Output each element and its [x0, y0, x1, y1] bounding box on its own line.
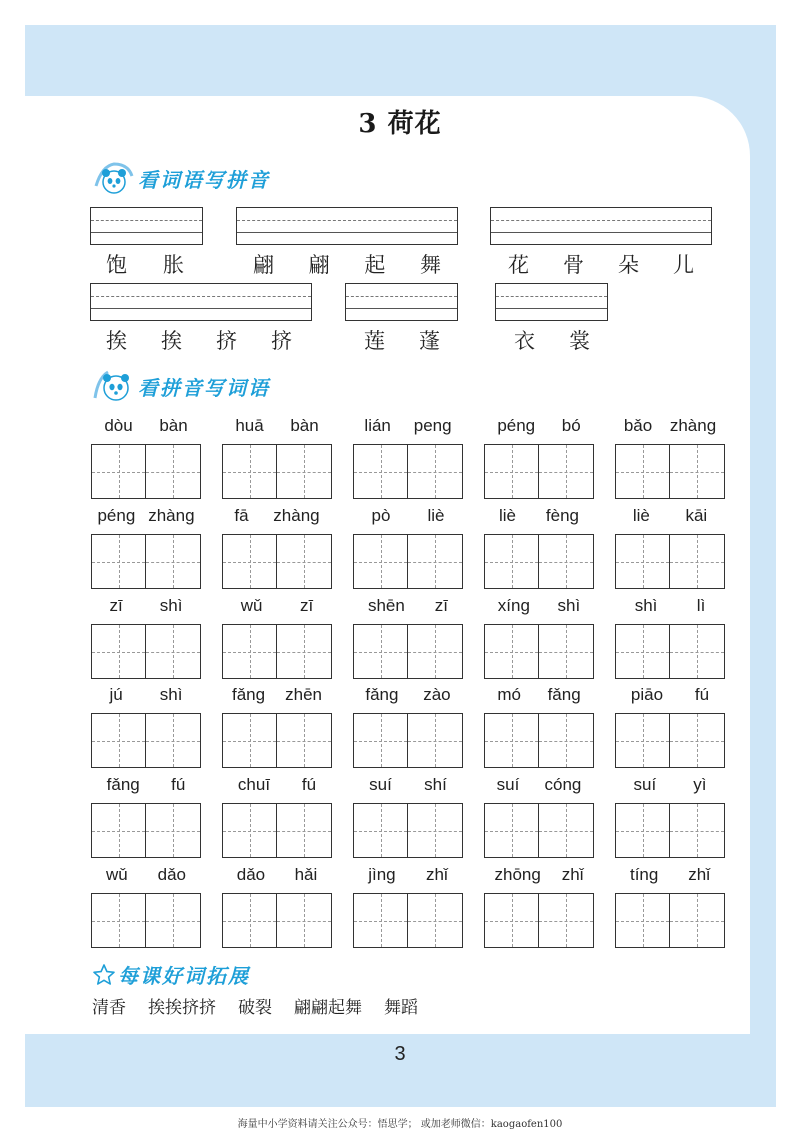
- pinyin-row: [615, 414, 725, 438]
- tianzige-box[interactable]: [408, 534, 463, 589]
- tianzige-box[interactable]: [91, 803, 146, 858]
- pinyin-item: [222, 863, 332, 948]
- lesson-title: 3 荷花: [358, 109, 442, 139]
- pinyin-item: [484, 594, 594, 679]
- pinyin-item: [353, 504, 463, 589]
- extension-word: 挨挨挤挤: [148, 998, 216, 1018]
- pinyin-syllable: dǎo: [157, 865, 187, 884]
- pinyin-syllable: fèng: [545, 506, 580, 525]
- word-character: 挤: [216, 329, 237, 353]
- tianzige-box[interactable]: [277, 444, 332, 499]
- tianzige-box[interactable]: [146, 444, 201, 499]
- pinyin-syllable: bó: [561, 416, 581, 435]
- tianzige-box[interactable]: [539, 624, 594, 679]
- pinyin-writing-box[interactable]: [236, 207, 458, 245]
- pinyin-syllable: zhàng: [273, 506, 320, 525]
- character-boxes: [484, 893, 594, 948]
- pinyin-item: [91, 504, 201, 589]
- tianzige-box[interactable]: [222, 534, 277, 589]
- word-character: 饱: [106, 253, 127, 277]
- pinyin-item: [353, 863, 463, 948]
- pinyin-syllable: fǎng: [106, 775, 140, 794]
- pinyin-syllable: zhōng: [494, 865, 541, 884]
- pinyin-item: [91, 594, 201, 679]
- tianzige-box[interactable]: [615, 803, 670, 858]
- character-boxes: [91, 713, 201, 768]
- tianzige-box[interactable]: [222, 893, 277, 948]
- pinyin-row: [91, 414, 201, 438]
- pinyin-syllable: huā: [235, 416, 264, 435]
- pinyin-syllable: cóng: [544, 775, 582, 794]
- character-boxes: [615, 893, 725, 948]
- extension-word: 破裂: [238, 998, 272, 1018]
- character-boxes: [91, 893, 201, 948]
- pinyin-row: [353, 773, 463, 797]
- pinyin-item: [222, 773, 332, 858]
- tianzige-box[interactable]: [484, 893, 539, 948]
- section-title: 看词语写拼音: [138, 167, 270, 192]
- pinyin-syllable: tíng: [629, 865, 659, 884]
- character-boxes: [222, 713, 332, 768]
- tianzige-box[interactable]: [539, 713, 594, 768]
- character-boxes: [353, 444, 463, 499]
- character-boxes: [484, 534, 594, 589]
- pinyin-row: [222, 683, 332, 707]
- pinyin-item: [353, 773, 463, 858]
- tianzige-box[interactable]: [615, 893, 670, 948]
- tianzige-box[interactable]: [91, 713, 146, 768]
- pinyin-row: [91, 594, 201, 618]
- pinyin-item: [91, 773, 201, 858]
- pinyin-syllable: fú: [171, 775, 186, 794]
- pinyin-syllable: dǎo: [236, 865, 266, 884]
- page-number: 3: [394, 1043, 406, 1065]
- tianzige-box[interactable]: [277, 893, 332, 948]
- pinyin-syllable: shì: [159, 685, 183, 704]
- character-boxes: [353, 803, 463, 858]
- pinyin-syllable: fǎng: [547, 685, 581, 704]
- tianzige-box[interactable]: [353, 803, 408, 858]
- pinyin-item: [615, 863, 725, 948]
- tianzige-box[interactable]: [353, 624, 408, 679]
- pinyin-syllable: bǎo: [623, 416, 653, 435]
- pinyin-row: [222, 773, 332, 797]
- character-boxes: [615, 444, 725, 499]
- pinyin-item: [484, 773, 594, 858]
- pinyin-row: [484, 504, 594, 528]
- pinyin-item: [615, 683, 725, 768]
- character-boxes: [222, 444, 332, 499]
- pinyin-row: [353, 594, 463, 618]
- tianzige-box[interactable]: [353, 444, 408, 499]
- pinyin-syllable: bàn: [159, 416, 188, 435]
- tianzige-box[interactable]: [615, 624, 670, 679]
- pinyin-syllable: yì: [693, 775, 707, 794]
- pinyin-row: [222, 504, 332, 528]
- character-boxes: [353, 624, 463, 679]
- pinyin-syllable: péng: [97, 506, 136, 525]
- pinyin-writing-box[interactable]: [90, 283, 312, 321]
- tianzige-box[interactable]: [670, 803, 725, 858]
- word-character: 朵: [618, 253, 639, 277]
- pinyin-writing-box[interactable]: [90, 207, 203, 245]
- word-prompt: [514, 325, 590, 355]
- tianzige-box[interactable]: [91, 534, 146, 589]
- star-icon: [92, 963, 116, 987]
- character-boxes: [91, 624, 201, 679]
- pinyin-syllable: suí: [369, 775, 392, 794]
- tianzige-box[interactable]: [146, 624, 201, 679]
- character-boxes: [615, 713, 725, 768]
- tianzige-box[interactable]: [484, 713, 539, 768]
- pinyin-syllable: lián: [364, 416, 391, 435]
- pinyin-syllable: suí: [496, 775, 520, 794]
- tianzige-box[interactable]: [146, 893, 201, 948]
- pinyin-syllable: shì: [159, 596, 183, 615]
- word-character: 骨: [563, 253, 584, 277]
- pinyin-item: [222, 594, 332, 679]
- tianzige-box[interactable]: [277, 803, 332, 858]
- word-character: 舞: [419, 253, 441, 277]
- tianzige-box[interactable]: [670, 534, 725, 589]
- pinyin-syllable: piāo: [630, 685, 664, 704]
- word-character: 裳: [569, 329, 590, 353]
- panda-icon: [92, 368, 134, 404]
- pinyin-syllable: zhǐ: [688, 865, 711, 884]
- pinyin-row: [91, 683, 201, 707]
- tianzige-box[interactable]: [484, 624, 539, 679]
- pinyin-syllable: suí: [633, 775, 657, 794]
- character-boxes: [615, 803, 725, 858]
- word-prompt: [106, 249, 184, 279]
- character-boxes: [222, 534, 332, 589]
- tianzige-box[interactable]: [408, 444, 463, 499]
- pinyin-row: [91, 863, 201, 887]
- tianzige-box[interactable]: [615, 713, 670, 768]
- panda-icon: [92, 160, 134, 196]
- footer-note: 海量中小学资料请关注公众号：悟思学； 或加老师微信：kaogaofen100: [237, 1119, 563, 1130]
- pinyin-row: [484, 414, 594, 438]
- word-character: 挤: [271, 329, 292, 353]
- word-character: 挨: [106, 329, 127, 353]
- character-boxes: [353, 713, 463, 768]
- word-extension-list: [92, 993, 418, 1018]
- extension-word: 舞蹈: [384, 998, 418, 1018]
- pinyin-item: [222, 504, 332, 589]
- tianzige-box[interactable]: [484, 534, 539, 589]
- character-boxes: [484, 624, 594, 679]
- pinyin-syllable: chuī: [237, 775, 271, 794]
- section-title: 看拼音写词语: [138, 375, 270, 400]
- word-character: 花: [508, 253, 529, 277]
- pinyin-item: [484, 504, 594, 589]
- tianzige-box[interactable]: [222, 444, 277, 499]
- tianzige-box[interactable]: [615, 444, 670, 499]
- character-boxes: [222, 624, 332, 679]
- tianzige-box[interactable]: [146, 713, 201, 768]
- pinyin-syllable: shēn: [367, 596, 405, 615]
- pinyin-syllable: pò: [371, 506, 391, 525]
- pinyin-row: [353, 414, 463, 438]
- tianzige-box[interactable]: [615, 534, 670, 589]
- character-boxes: [91, 803, 201, 858]
- pinyin-item: [91, 414, 201, 499]
- pinyin-row: [353, 683, 463, 707]
- pinyin-syllable: jìng: [368, 865, 396, 884]
- tianzige-box[interactable]: [277, 713, 332, 768]
- pinyin-row: [222, 414, 332, 438]
- pinyin-row: [91, 504, 201, 528]
- tianzige-box[interactable]: [539, 893, 594, 948]
- pinyin-item: [353, 683, 463, 768]
- tianzige-box[interactable]: [277, 624, 332, 679]
- pinyin-row: [484, 683, 594, 707]
- word-prompt: [364, 325, 440, 355]
- word-character: 挨: [161, 329, 182, 353]
- pinyin-syllable: wǔ: [240, 596, 263, 615]
- character-boxes: [222, 803, 332, 858]
- word-character: 莲: [364, 329, 385, 353]
- tianzige-box[interactable]: [670, 444, 725, 499]
- pinyin-item: [615, 414, 725, 499]
- pinyin-syllable: zhēn: [285, 685, 322, 704]
- pinyin-row: [484, 594, 594, 618]
- pinyin-syllable: dòu: [104, 416, 133, 435]
- tianzige-box[interactable]: [408, 803, 463, 858]
- pinyin-syllable: bàn: [290, 416, 319, 435]
- pinyin-syllable: mó: [497, 685, 521, 704]
- pinyin-syllable: zhàng: [669, 416, 717, 435]
- pinyin-row: [615, 683, 725, 707]
- tianzige-box[interactable]: [539, 803, 594, 858]
- pinyin-item: [484, 863, 594, 948]
- character-boxes: [353, 893, 463, 948]
- tianzige-box[interactable]: [222, 803, 277, 858]
- word-character: 胀: [163, 253, 184, 277]
- pinyin-syllable: fú: [694, 685, 710, 704]
- character-boxes: [615, 534, 725, 589]
- tianzige-box[interactable]: [408, 624, 463, 679]
- pinyin-writing-box[interactable]: [345, 283, 458, 321]
- pinyin-syllable: shí: [424, 775, 447, 794]
- tianzige-box[interactable]: [146, 803, 201, 858]
- extension-word: 翩翩起舞: [294, 998, 362, 1018]
- word-character: 儿: [673, 253, 694, 277]
- pinyin-item: [222, 414, 332, 499]
- section-header-word-extension: [92, 960, 250, 989]
- word-character: 翩: [253, 253, 274, 277]
- pinyin-syllable: wǔ: [105, 865, 128, 884]
- pinyin-row: [222, 863, 332, 887]
- pinyin-syllable: zhǐ: [561, 865, 584, 884]
- pinyin-item: [353, 414, 463, 499]
- pinyin-syllable: kāi: [685, 506, 708, 525]
- tianzige-box[interactable]: [484, 444, 539, 499]
- character-boxes: [222, 893, 332, 948]
- pinyin-syllable: liè: [427, 506, 445, 525]
- section-header-write-pinyin: [92, 160, 270, 196]
- tianzige-box[interactable]: [146, 534, 201, 589]
- pinyin-item: [484, 683, 594, 768]
- tianzige-box[interactable]: [408, 893, 463, 948]
- character-boxes: [484, 803, 594, 858]
- pinyin-writing-box[interactable]: [495, 283, 608, 321]
- tianzige-box[interactable]: [91, 893, 146, 948]
- word-character: 起: [364, 253, 386, 277]
- tianzige-box[interactable]: [408, 713, 463, 768]
- tianzige-box[interactable]: [670, 713, 725, 768]
- tianzige-box[interactable]: [670, 893, 725, 948]
- pinyin-item: [91, 683, 201, 768]
- pinyin-item: [484, 414, 594, 499]
- tianzige-box[interactable]: [353, 713, 408, 768]
- pinyin-syllable: fú: [301, 775, 317, 794]
- pinyin-syllable: hǎi: [294, 865, 318, 884]
- pinyin-syllable: shì: [634, 596, 658, 615]
- tianzige-box[interactable]: [277, 534, 332, 589]
- pinyin-row: [484, 773, 594, 797]
- character-boxes: [91, 444, 201, 499]
- tianzige-box[interactable]: [91, 624, 146, 679]
- pinyin-row: [353, 504, 463, 528]
- pinyin-syllable: zhǐ: [426, 865, 448, 884]
- pinyin-row: [615, 863, 725, 887]
- word-character: 衣: [514, 329, 535, 353]
- character-boxes: [353, 534, 463, 589]
- pinyin-syllable: zī: [434, 596, 449, 615]
- character-boxes: [615, 624, 725, 679]
- pinyin-syllable: zhàng: [148, 506, 195, 525]
- word-character: 翩: [308, 253, 330, 277]
- pinyin-syllable: fǎng: [232, 685, 266, 704]
- pinyin-syllable: peng: [413, 416, 452, 435]
- pinyin-syllable: fǎng: [365, 685, 399, 704]
- pinyin-item: [615, 773, 725, 858]
- pinyin-row: [484, 863, 594, 887]
- word-prompt: [253, 249, 441, 279]
- character-boxes: [91, 534, 201, 589]
- tianzige-box[interactable]: [484, 803, 539, 858]
- pinyin-syllable: zī: [109, 596, 123, 615]
- word-character: 蓬: [419, 329, 440, 353]
- pinyin-item: [615, 504, 725, 589]
- pinyin-syllable: fā: [234, 506, 249, 525]
- tianzige-box[interactable]: [539, 444, 594, 499]
- pinyin-writing-box[interactable]: [490, 207, 712, 245]
- pinyin-row: [615, 594, 725, 618]
- extension-word: 清香: [92, 998, 126, 1018]
- tianzige-box[interactable]: [353, 893, 408, 948]
- pinyin-item: [222, 683, 332, 768]
- pinyin-row: [91, 773, 201, 797]
- pinyin-syllable: zī: [300, 596, 314, 615]
- pinyin-row: [615, 504, 725, 528]
- tianzige-box[interactable]: [222, 713, 277, 768]
- pinyin-syllable: jú: [109, 685, 123, 704]
- tianzige-box[interactable]: [353, 534, 408, 589]
- pinyin-syllable: shì: [557, 596, 581, 615]
- tianzige-box[interactable]: [91, 444, 146, 499]
- section-title: 每课好词拓展: [118, 964, 250, 988]
- pinyin-syllable: xíng: [497, 596, 530, 615]
- pinyin-syllable: liè: [632, 506, 650, 525]
- section-header-write-words: [92, 368, 270, 404]
- character-boxes: [484, 713, 594, 768]
- word-prompt: [508, 249, 694, 279]
- pinyin-item: [91, 863, 201, 948]
- word-prompt: [106, 325, 292, 355]
- pinyin-row: [615, 773, 725, 797]
- tianzige-box[interactable]: [539, 534, 594, 589]
- pinyin-syllable: péng: [497, 416, 536, 435]
- pinyin-syllable: liè: [498, 506, 516, 525]
- pinyin-item: [615, 594, 725, 679]
- pinyin-row: [222, 594, 332, 618]
- character-boxes: [484, 444, 594, 499]
- pinyin-item: [353, 594, 463, 679]
- pinyin-syllable: lì: [696, 596, 706, 615]
- tianzige-box[interactable]: [222, 624, 277, 679]
- pinyin-syllable: zào: [423, 685, 451, 704]
- tianzige-box[interactable]: [670, 624, 725, 679]
- pinyin-row: [353, 863, 463, 887]
